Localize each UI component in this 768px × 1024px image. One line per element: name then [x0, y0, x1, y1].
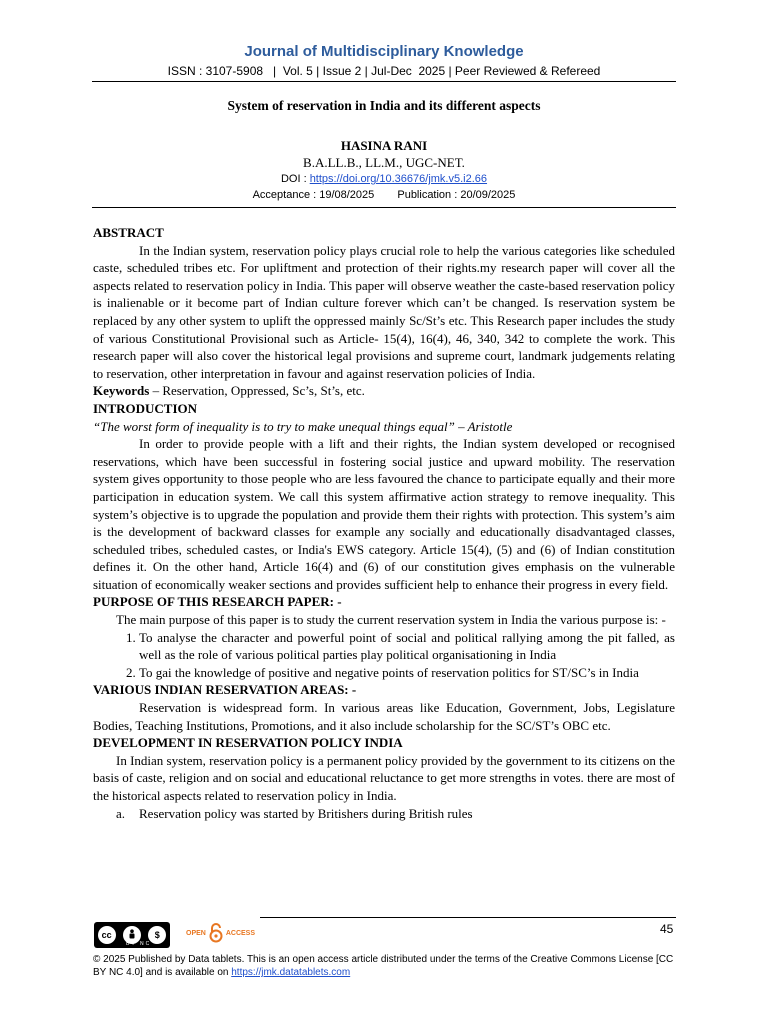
- development-item-text: Reservation policy was started by Britishers during British rules: [139, 805, 473, 821]
- journal-meta: ISSN : 3107-5908 | Vol. 5 | Issue 2 | Jul-Dec 2025 | Peer Reviewed & Refereed: [167, 64, 601, 78]
- purpose-list: [93, 629, 675, 682]
- introduction-heading: INTRODUCTION: [93, 400, 198, 416]
- oa-open-text: OPEN: [186, 929, 206, 937]
- license-text: © 2025 Published by Data tablets. This is an open access article distributed under the terms of the Creative Commons License [CC BY NC 4.0] and is available on: [93, 954, 674, 978]
- introduction-quote: “The worst form of inequality is to try to make unequal things equal” – Aristotle: [93, 418, 513, 434]
- keywords-text: – Reservation, Oppressed, Sc’s, St’s, etc.: [149, 383, 365, 399]
- publication-date: Publication : 20/09/2025: [397, 189, 516, 201]
- oa-access-text: ACCESS: [225, 929, 256, 937]
- license-text-block: [93, 953, 677, 979]
- page-number: 45: [660, 922, 674, 936]
- keywords-label: Keywords: [93, 383, 150, 399]
- doi-label: DOI :: [280, 173, 310, 185]
- article-body: [93, 224, 675, 822]
- development-heading: DEVELOPMENT IN RESERVATION POLICY INDIA: [93, 735, 403, 751]
- journal-title: Journal of Multidisciplinary Knowledge: [244, 43, 524, 60]
- purpose-text: The main purpose of this paper is to study the current reservation system in India the various purpose is: -: [116, 612, 666, 628]
- areas-heading: VARIOUS INDIAN RESERVATION AREAS: -: [93, 682, 357, 698]
- introduction-text: In order to provide people with a lift and their rights, the Indian system developed or recognised reservations, which have been successful in fostering social justice and upward mobility. The reservation system gives opportunity to those people who are less favoured the chance to participate equally and their more participation in education system. We call this system affirmative action strategy to remove inequality. This system’s objective is to upgrade the population and provide them their rights with protection. This system’s aim is the development of backward classes for example any socially and educationally disadvantaged classes, scheduled tribes, scheduled castes, or India's EWS category. Article 15(4), (5) and (6) of Indian constitution defines it. On the other hand, Article 16(4) and (6) of our constitution gives emphasis on the vulnerable situation of economically weaker sections and provides sufficient help to enhance their progress in every field.: [93, 436, 675, 592]
- abstract-text: In the Indian system, reservation policy plays crucial role to help the various categories like scheduled caste, scheduled tribes etc. For upliftment and protection of their rights.my research paper will cover all the aspects related to reservation policy in India. This paper will observe weather the caste-based reservation policy is inalienable or it become part of Indian culture forever which can’t be changed. Is reservation system be replaced by any other system to uplift the oppressed mainly Sc/St’s etc. This Research paper includes the study of various Constitutional Provisional such as Article- 15(4), 16(4), 46, 340, 342 to complete the work. This research paper will also cover the historical legal provisions and supreme court, landmark judgements relating to reservation, other interpretation in favour and against reservation policies of India.: [93, 242, 675, 381]
- doi-line: [92, 171, 676, 187]
- paper-title: System of reservation in India and its different aspects: [227, 98, 541, 113]
- open-access-logo: [186, 923, 255, 943]
- acceptance-date: Acceptance : 19/08/2025: [252, 189, 375, 201]
- development-text: In Indian system, reservation policy is a permanent policy provided by the government to its citizens on the basis of caste, religion and on social and educational reluctance to get more strengths in votes. there are most of the historical aspects related to reservation policy in India.: [93, 752, 675, 803]
- nc-dollar-icon: $: [148, 926, 166, 944]
- footer-rule: [260, 917, 676, 918]
- purpose-item-2: 2. To gai the knowledge of positive and negative points of reservation politics for ST/SC’s in India: [139, 664, 675, 682]
- author-name: HASINA RANI: [340, 138, 428, 153]
- purpose-heading: PURPOSE OF THIS RESEARCH PAPER: -: [93, 594, 342, 610]
- purpose-item-1: 1. To analyse the character and powerful point of social and political rallying among the pit falled, as well as the role of various political parties play political organisationing in India: [139, 629, 675, 664]
- cc-icon: cc: [98, 926, 116, 944]
- development-item: [93, 805, 675, 823]
- header-rule: [92, 81, 676, 82]
- dates-line: [92, 187, 676, 203]
- development-item-marker: a.: [116, 805, 126, 821]
- cc-tags: BY NC: [126, 941, 152, 947]
- journal-header: [92, 42, 676, 79]
- doi-link[interactable]: https://doi.org/10.36676/jmk.v5.i2.66: [309, 173, 488, 185]
- author-credentials: B.A.LL.B., LL.M., UGC-NET.: [303, 155, 465, 170]
- abstract-heading: ABSTRACT: [93, 225, 164, 240]
- areas-text: Reservation is widespread form. In various areas like Education, Government, Jobs, Legislature Bodies, Teaching Institutions, Promotions, and it also include scholarship for the SC/ST’s OBC etc.: [93, 700, 675, 733]
- cc-license-badge: [94, 922, 170, 948]
- journal-site-link[interactable]: https://jmk.datatablets.com: [231, 967, 351, 978]
- title-rule: [92, 207, 676, 208]
- open-lock-icon: [209, 923, 223, 943]
- author-block: [92, 137, 676, 203]
- keywords-line: [93, 382, 675, 400]
